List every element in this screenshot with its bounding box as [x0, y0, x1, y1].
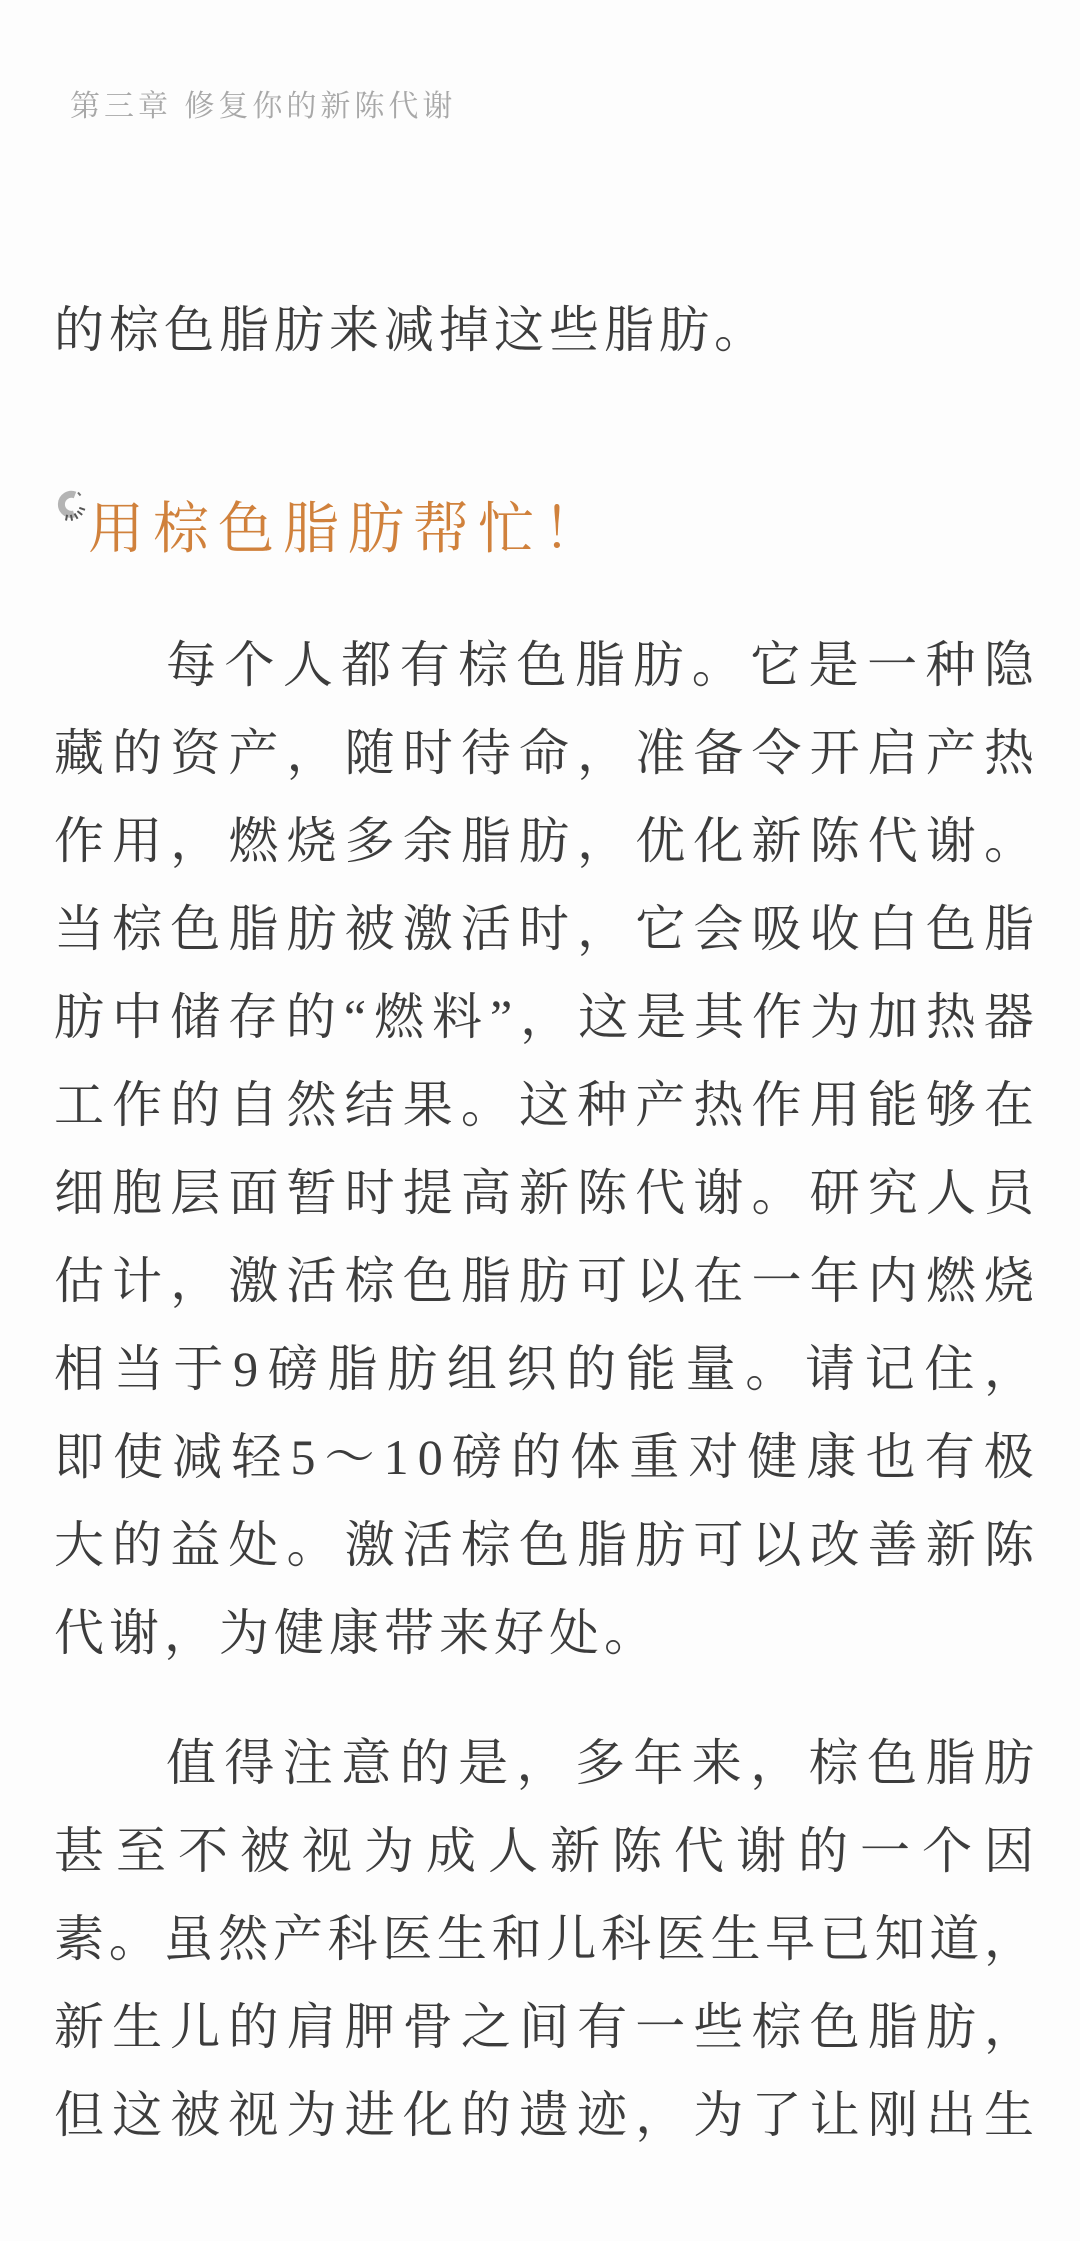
loading-spinner-icon: [54, 488, 90, 530]
paragraph: [54, 1719, 1034, 2159]
text-line: 细 胞 层 面 暂 时 提 高 新 陈 代 谢 。 研 究 人 员: [54, 1165, 1034, 1221]
paragraph: [54, 621, 1034, 1677]
text-line: 作 用 ， 燃 烧 多 余 脂 肪 ， 优 化 新 陈 代 谢 。: [54, 813, 1034, 869]
text-line: 肪 中 储 存 的 “ 燃 料 ” ， 这 是 其 作 为 加 热 器: [54, 989, 1034, 1045]
text-line: 新 生 儿 的 肩 胛 骨 之 间 有 一 些 棕 色 脂 肪 ，: [54, 1999, 1034, 2055]
text-line: 当 棕 色 脂 肪 被 激 活 时 ， 它 会 吸 收 白 色 脂: [54, 901, 1034, 957]
text-line: 相 当 于 9 磅 脂 肪 组 织 的 能 量 。 请 记 住 ，: [54, 1341, 1034, 1397]
text-line: 工 作 的 自 然 结 果 。 这 种 产 热 作 用 能 够 在: [54, 1077, 1034, 1133]
section-heading: 用棕色脂肪帮忙！: [88, 499, 608, 561]
chapter-header: 第三章 修复你的新陈代谢: [70, 90, 457, 123]
text-line: 值 得 注 意 的 是 ， 多 年 来 ， 棕 色 脂 肪: [166, 1735, 1034, 1791]
body-paragraphs: [54, 621, 1034, 2159]
text-line: 的棕色脂肪来减掉这些脂肪。: [54, 302, 769, 358]
text-line: 每 个 人 都 有 棕 色 脂 肪 。 它 是 一 种 隐: [166, 637, 1034, 693]
text-line: 素 。 虽 然 产 科 医 生 和 儿 科 医 生 早 已 知 道 ，: [54, 1911, 1034, 1967]
text-line: 甚 至 不 被 视 为 成 人 新 陈 代 谢 的 一 个 因: [54, 1823, 1034, 1879]
section-heading-row: [54, 484, 1034, 580]
text-line: 即 使 减 轻 5 ～ 1 0 磅 的 体 重 对 健 康 也 有 极: [54, 1429, 1034, 1485]
text-line: 代谢，为健康带来好处。: [54, 1605, 659, 1661]
text-line: 大 的 益 处 。 激 活 棕 色 脂 肪 可 以 改 善 新 陈: [54, 1517, 1034, 1573]
text-line: 藏 的 资 产 ， 随 时 待 命 ， 准 备 令 开 启 产 热: [54, 725, 1034, 781]
leading-paragraph: [54, 286, 1034, 374]
text-line: 但 这 被 视 为 进 化 的 遗 迹 ， 为 了 让 刚 出 生: [54, 2087, 1034, 2143]
text-line: 估 计 ， 激 活 棕 色 脂 肪 可 以 在 一 年 内 燃 烧: [54, 1253, 1034, 1309]
